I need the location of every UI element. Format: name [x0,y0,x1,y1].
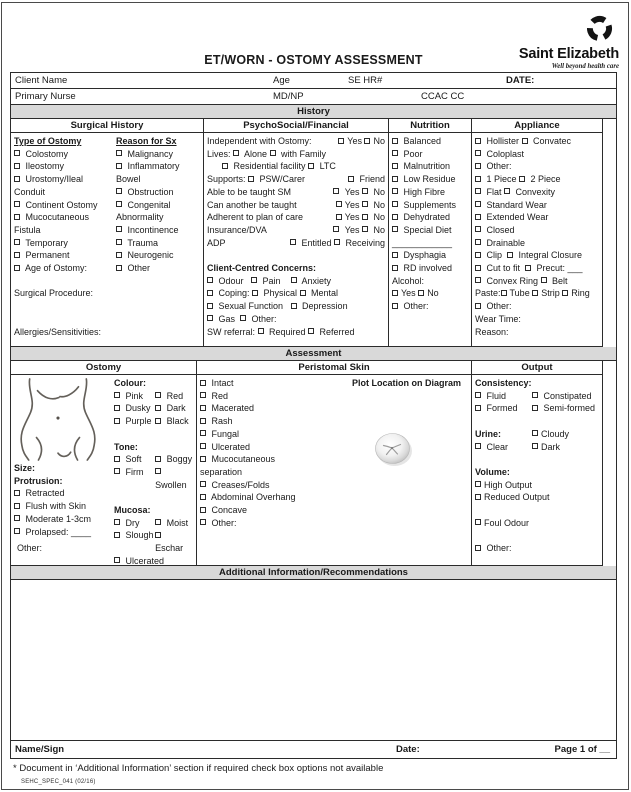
checkbox[interactable] [362,188,368,194]
checkbox[interactable] [116,226,122,232]
form-line: Size: [14,463,36,473]
form-line: Dehydrated [392,211,468,224]
checkbox[interactable] [475,405,481,411]
checkbox[interactable] [155,456,161,462]
form-line: Lives: Alone with Family [207,148,327,159]
form-line: Ulcerated [200,441,346,454]
checkbox[interactable] [200,430,206,436]
form-line: Intact [200,377,346,390]
checkbox[interactable] [522,138,528,144]
form-line: Dysphagia [392,249,468,262]
checkbox[interactable] [155,418,161,424]
form-line: Urine: Cloudy [475,428,570,439]
checkbox[interactable] [200,418,206,424]
form-table [10,72,617,759]
form-line: Paste: Tube Strip Ring [475,288,590,299]
form-line [475,529,599,542]
checkbox[interactable] [207,315,213,321]
form-line: Low Residue [392,173,468,186]
form-title: ET/WORN - OSTOMY ASSESSMENT [204,53,423,67]
checkbox[interactable] [200,443,206,449]
form-line: Purple Black [114,415,193,428]
checkbox[interactable] [562,290,568,296]
form-code: SEHC_SPEC_041 (02/16) [21,779,96,785]
form-line: Insurance/DVA Yes No [207,224,385,235]
assessment-columns [11,361,603,566]
form-line: Formed Semi-formed [475,402,599,415]
form-line: Supports: PSW/Carer Friend [207,174,385,185]
checkbox[interactable] [475,176,481,182]
form-line: Fungal [200,428,346,441]
checkbox[interactable] [348,176,354,182]
form-line: Neurogenic [116,249,200,262]
form-line: Other: [392,300,468,313]
checkbox[interactable] [200,456,206,462]
checkbox[interactable] [114,392,120,398]
peristomal-skin-column [197,361,472,565]
form-line: Creases/Folds [200,479,346,492]
ostomy-header: Ostomy [11,361,196,375]
checkbox[interactable] [155,405,161,411]
form-line [475,453,599,466]
form-line: SW referral: Required Referred [207,326,355,337]
checkbox[interactable] [207,303,213,309]
checkbox[interactable] [300,290,306,296]
checkbox[interactable] [116,163,122,169]
checkbox[interactable] [392,150,398,156]
form-line: Consistency: [475,378,532,388]
history-section-header: History [11,105,616,119]
checkbox[interactable] [525,265,531,271]
form-line: Clear Dark [475,441,599,454]
checkbox[interactable] [200,392,206,398]
checkbox[interactable] [392,188,398,194]
checkbox[interactable] [291,303,297,309]
form-line: Macerated [200,402,346,415]
form-line: RD involved [392,262,468,275]
appliance-options [472,133,602,338]
form-line: Coloplast [475,148,599,161]
checkbox[interactable] [541,277,547,283]
form-line [14,313,200,326]
checkbox[interactable] [200,380,206,386]
checkbox[interactable] [475,226,481,232]
signature-row[interactable] [11,741,616,759]
footnote: * Document in ‘Additional Information’ section if required check box options not available [13,763,384,774]
form-line: Flat Convexity [475,186,599,199]
checkbox[interactable] [504,188,510,194]
checkbox[interactable] [475,201,481,207]
form-line: Other: [475,542,599,555]
ostomy-size-protrusion-options [11,462,111,538]
checkbox[interactable] [248,176,254,182]
form-line: Other: [475,300,599,313]
form-line: Allergies/Sensitivities: [14,326,102,337]
form-line: Convex Ring Belt [475,275,599,288]
ostomy-other-label[interactable]: Other: [17,543,43,553]
checkbox[interactable] [14,503,20,509]
form-line: Poor [392,148,468,161]
checkbox[interactable] [338,138,344,144]
brand-name: Saint Elizabeth [518,46,619,62]
checkbox[interactable] [155,468,161,474]
checkbox[interactable] [475,277,481,283]
type-of-ostomy-heading: Type of Ostomy [14,136,82,146]
checkbox[interactable] [14,528,20,534]
output-column [472,361,603,565]
abdomen-diagram [14,377,102,461]
checkbox[interactable] [475,188,481,194]
surgical-history-column [11,119,204,346]
form-line: Colour: [114,378,146,388]
form-line: Special Diet [392,224,468,237]
checkbox[interactable] [200,405,206,411]
form-line: Dry Moist [114,517,193,530]
form-line: Reason: [475,326,509,337]
ostomy-column [11,361,197,565]
checkbox[interactable] [114,519,120,525]
md-np-label: MD/NP [273,91,304,102]
form-line: Concave [200,504,346,517]
checkbox[interactable] [240,315,246,321]
form-line: Mucosa: [114,505,151,516]
form-line: Congenital Abnormality [116,199,171,223]
age-label: Age [273,75,290,86]
form-line: Protrusion: [14,475,63,486]
checkbox[interactable] [270,150,276,156]
checkbox[interactable] [532,392,538,398]
form-line: High Fibre [392,186,468,199]
checkbox[interactable] [291,277,297,283]
form-line: Dusky Dark [114,402,193,415]
form-line: Clip Integral Closure [475,249,599,262]
checkbox[interactable] [532,290,538,296]
psychosocial-options [204,133,388,338]
checkbox[interactable] [364,138,370,144]
checkbox[interactable] [200,481,206,487]
checkbox[interactable] [392,138,398,144]
checkbox[interactable] [392,201,398,207]
client-row[interactable] [11,73,616,89]
form-line: Age of Ostomy: [14,262,116,275]
form-line: Ileostomy [14,160,116,173]
psychosocial-header: PsychoSocial/Financial [204,119,388,133]
checkbox[interactable] [532,430,538,436]
checkbox[interactable] [519,176,525,182]
form-line [14,300,200,313]
form-line: Malnutrition [392,160,468,173]
form-line: Gas Other: [207,313,385,326]
checkbox[interactable] [116,150,122,156]
form-line: Colostomy [14,148,116,161]
form-line: Supplements [392,199,468,212]
client-name-label: Client Name [15,75,68,86]
form-line: Extended Wear [475,211,599,224]
form-line [207,249,385,262]
form-line: Coping: Physical Mental [207,287,385,300]
checkbox[interactable] [114,557,120,563]
form-line: ADP Entitled Receiving [207,237,385,248]
form-line: Fluid Constipated [475,390,599,403]
form-line: Able to be taught SM Yes No [207,186,385,197]
nutrition-column [389,119,472,346]
form-line: Continent Ostomy [14,199,116,212]
checkbox[interactable] [14,150,20,156]
checkbox[interactable] [392,176,398,182]
additional-information-area[interactable] [11,580,616,741]
type-of-ostomy-group [14,135,116,275]
form-line: Balanced [392,135,468,148]
form-line: Surgical Procedure: [14,288,94,299]
form-line: Pink Red [114,390,193,403]
form-line: Volume: [475,466,510,477]
checkbox[interactable] [114,468,120,474]
plot-location-label: Plot Location on Diagram [351,378,461,388]
form-line: Permanent [14,249,116,262]
additional-info-section-header: Additional Information/Recommendations [11,566,616,580]
checkbox[interactable] [475,214,481,220]
form-line: ____________ [392,237,453,248]
checkbox[interactable] [392,226,398,232]
stoma-image[interactable] [365,425,421,473]
reason-for-sx-group [116,135,200,275]
checkbox[interactable] [207,277,213,283]
nutrition-header: Nutrition [389,119,471,133]
checkbox[interactable] [14,176,20,182]
checkbox[interactable] [362,226,368,232]
ostomy-colour-tone-mucosa-options [111,375,196,565]
checkbox[interactable] [475,163,481,169]
checkbox[interactable] [475,150,481,156]
form-line: Other [116,262,200,275]
checkbox[interactable] [207,290,213,296]
checkbox[interactable] [392,252,398,258]
form-line: Firm Swollen [114,466,193,491]
form-line: Rash [200,415,346,428]
checkbox[interactable] [475,303,481,309]
form-line: Other: [200,517,346,530]
peristomal-skin-header: Peristomal Skin [197,361,471,375]
checkbox[interactable] [475,138,481,144]
primary-nurse-label: Primary Nurse [15,91,76,102]
checkbox[interactable] [14,252,20,258]
form-line: Wear Time: [475,313,521,324]
checkbox[interactable] [475,545,481,551]
checkbox[interactable] [14,201,20,207]
form-line: Tone: [114,441,138,452]
checkbox[interactable] [14,490,20,496]
checkbox[interactable] [233,150,239,156]
form-line: Ulcerated [114,555,193,565]
checkbox[interactable] [116,265,122,271]
surgical-extra-fields[interactable] [11,275,203,339]
form-line: Sexual Function Depression [207,300,385,313]
form-line: Other: [475,160,599,173]
form-line: Trauma [116,237,200,250]
checkbox[interactable] [475,265,481,271]
checkbox[interactable] [334,239,340,245]
form-line [114,428,193,441]
form-line: Foul Odour [475,517,599,530]
checkbox[interactable] [116,188,122,194]
checkbox[interactable] [200,519,206,525]
form-line: Moderate 1-3cm [14,513,108,526]
form-line: Temporary [14,237,116,250]
peristomal-skin-options [197,375,349,565]
checkbox[interactable] [501,290,507,296]
checkbox[interactable] [14,214,20,220]
checkbox[interactable] [392,265,398,271]
checkbox[interactable] [290,239,296,245]
form-line: Malignancy [116,148,200,161]
output-options [472,375,602,555]
checkbox[interactable] [532,405,538,411]
name-sign-label: Name/Sign [15,744,65,755]
psychosocial-column [204,119,389,346]
form-line [475,415,599,428]
form-line: Inflammatory Bowel [116,161,180,185]
form-line: Urostomy/Ileal Conduit [14,174,84,197]
form-line: Standard Wear [475,199,599,212]
form-line [114,491,193,504]
checkbox[interactable] [200,494,206,500]
checkbox[interactable] [116,252,122,258]
checkbox[interactable] [475,252,481,258]
form-line: Prolapsed: ____ [14,526,108,539]
form-line: Odour Pain Anxiety [207,275,385,288]
form-line: Closed [475,224,599,237]
form-line: Adherent to plan of care Yes No [207,212,385,223]
saint-elizabeth-logo-icon [584,13,615,44]
form-line: Slough Eschar [114,529,193,554]
checkbox[interactable] [155,392,161,398]
form-line: Alcohol: [392,275,425,286]
form-line: Residential facility LTC [207,160,385,173]
checkbox[interactable] [114,456,120,462]
form-line: Reduced Output [475,491,599,504]
checkbox[interactable] [475,239,481,245]
checkbox[interactable] [155,532,161,538]
checkbox[interactable] [532,443,538,449]
form-line: Mucocutaneous Fistula [14,212,90,235]
assessment-section-header: Assessment [11,347,616,361]
form-line: 1 Piece 2 Piece [475,173,599,186]
checkbox[interactable] [336,201,342,207]
form-line: Retracted [14,487,108,500]
checkbox[interactable] [392,163,398,169]
checkbox[interactable] [14,265,20,271]
checkbox[interactable] [392,290,398,296]
checkbox[interactable] [114,405,120,411]
checkbox[interactable] [114,418,120,424]
form-line: separation [200,466,243,477]
form-line: Hollister Convatec [475,135,599,148]
primary-nurse-row[interactable] [11,89,616,105]
form-line: Obstruction [116,186,200,199]
form-line: High Output [475,479,599,492]
form-line [14,275,200,288]
form-line: Independent with Ostomy: Yes No [207,136,385,146]
appliance-column [472,119,603,346]
checkbox[interactable] [14,515,20,521]
checkbox[interactable] [392,214,398,220]
date-label: DATE: [506,75,535,86]
checkbox[interactable] [336,214,342,220]
reason-for-sx-heading: Reason for Sx [116,136,177,146]
history-columns [11,119,603,347]
checkbox[interactable] [362,201,368,207]
checkbox[interactable] [252,290,258,296]
footer-date-label: Date: [396,744,420,755]
checkbox[interactable] [392,303,398,309]
checkbox[interactable] [507,252,513,258]
form-line: Soft Boggy [114,453,193,466]
form-line: Can another be taught Yes No [207,199,385,210]
checkbox[interactable] [308,328,314,334]
checkbox[interactable] [308,163,314,169]
checkbox[interactable] [418,290,424,296]
form-line: Red [200,390,346,403]
nutrition-options [389,133,471,313]
checkbox[interactable] [258,328,264,334]
checkbox[interactable] [475,481,481,487]
ccac-cc-label: CCAC CC [421,91,465,102]
form-line: Abdominal Overhang [200,491,346,504]
output-header: Output [472,361,602,375]
checkbox[interactable] [475,443,481,449]
brand-tagline: Well beyond health care [551,63,619,70]
checkbox[interactable] [251,277,257,283]
checkbox[interactable] [362,214,368,220]
form-line: Mucocutaneous [200,453,346,466]
form-line [475,504,599,517]
form-line: Yes No [392,287,468,300]
checkbox[interactable] [475,519,481,525]
page-number-label: Page 1 of __ [554,744,610,755]
checkbox[interactable] [155,519,161,525]
checkbox[interactable] [116,201,122,207]
checkbox[interactable] [14,239,20,245]
checkbox[interactable] [116,239,122,245]
appliance-header: Appliance [472,119,602,133]
type-of-ostomy-options [14,148,116,275]
checkbox[interactable] [222,163,228,169]
form-line: Cut to fit Precut: ___ [475,262,599,275]
form-line: Incontinence [116,224,200,237]
form-line: Client-Centred Concerns: [207,263,317,274]
checkbox[interactable] [333,188,339,194]
checkbox[interactable] [475,392,481,398]
checkbox[interactable] [475,494,481,500]
se-hr-label: SE HR# [348,75,383,86]
reason-for-sx-options [116,148,200,275]
form-line: Flush with Skin [14,500,108,513]
surgical-history-header: Surgical History [11,119,203,133]
checkbox[interactable] [14,163,20,169]
checkbox[interactable] [333,226,339,232]
checkbox[interactable] [114,532,120,538]
checkbox[interactable] [200,507,206,513]
form-line: Drainable [475,237,599,250]
